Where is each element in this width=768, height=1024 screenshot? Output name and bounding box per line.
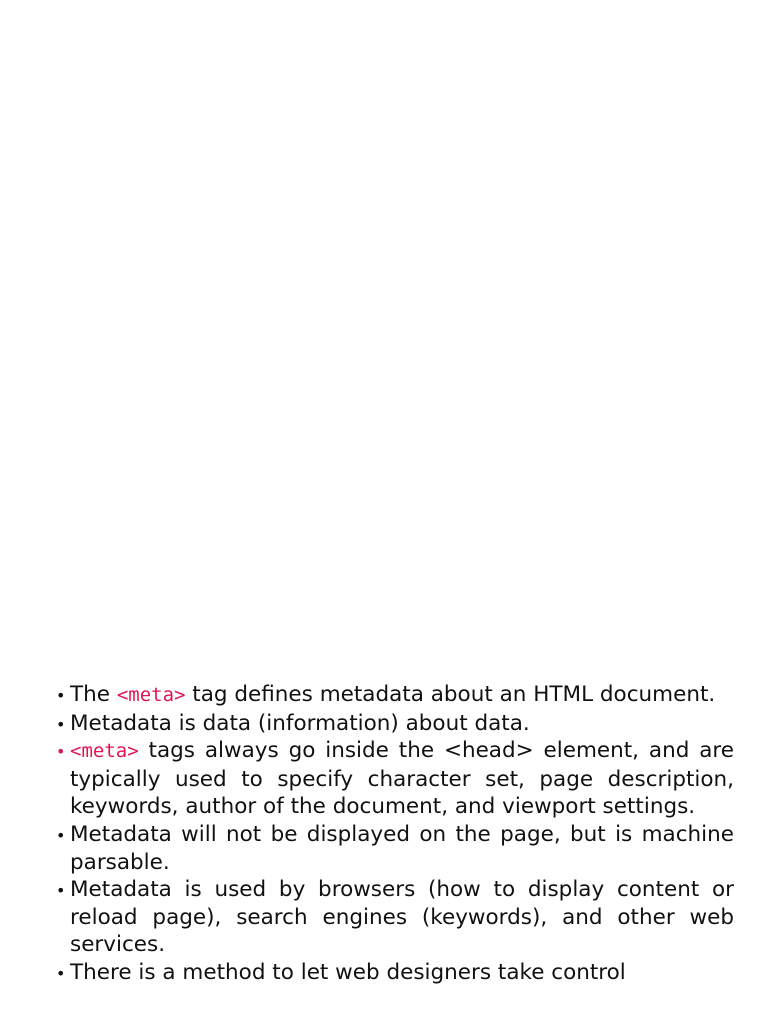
bullet-icon: • bbox=[56, 825, 66, 845]
bullet-item-usage bbox=[56, 876, 734, 959]
bullet-text: tags always go inside the <head> element, and are typically used to specify character set, page description, keywords, author of the document, and viewport settings. bbox=[70, 738, 734, 820]
meta-tag-code: <meta> bbox=[70, 740, 139, 763]
bullet-text: tag defines metadata about an HTML document. bbox=[185, 682, 716, 707]
bullet-icon: • bbox=[56, 963, 66, 983]
meta-tag-code: <meta> bbox=[116, 684, 186, 706]
bullet-icon: • bbox=[56, 686, 66, 705]
bullet-text: Metadata is data (information) about data. bbox=[70, 710, 530, 736]
bullet-icon: • bbox=[56, 742, 66, 762]
bullet-item-meta-placement bbox=[56, 737, 734, 821]
bullet-text: The bbox=[70, 682, 117, 707]
bullet-item-metadata-definition bbox=[56, 710, 734, 738]
bullet-item-not-displayed bbox=[56, 821, 734, 876]
bullet-list bbox=[56, 681, 734, 987]
bullet-icon: • bbox=[56, 881, 66, 901]
bullet-text: Metadata is used by browsers (how to display content or reload page), search engines (keywords), and other web services. bbox=[70, 877, 734, 958]
bullet-text: There is a method to let web designers take control bbox=[70, 959, 626, 985]
bullet-icon: • bbox=[56, 714, 66, 734]
bullet-item-meta-definition bbox=[56, 681, 734, 710]
bullet-text: Metadata will not be displayed on the page, but is machine parsable. bbox=[70, 821, 734, 875]
bullet-item-viewport-method bbox=[56, 959, 734, 987]
